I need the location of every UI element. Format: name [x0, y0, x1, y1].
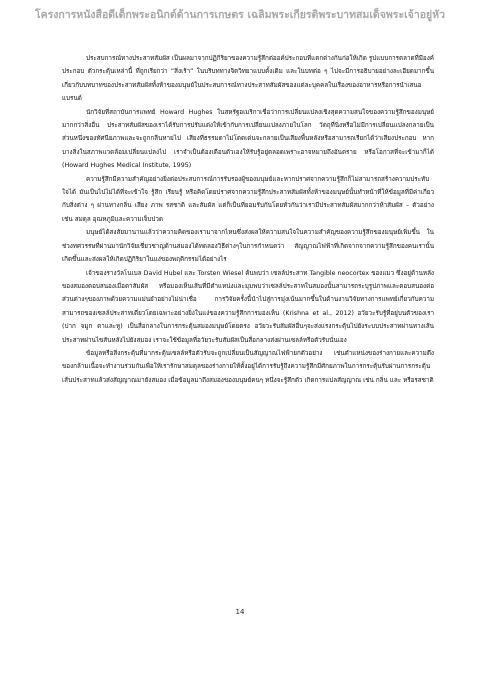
page-number: 14: [235, 608, 245, 616]
paragraph: นักวิจัยที่สถาบันการแพทย์ Howard Hughes ในสหรัฐอเมริกาเชื่อว่าการเปลี่ยนแปลงเชิงสุดความสนใจของความรู้สึกของมนุษย์มากกว่าสิ่งอื่น ประสาทสัมผัสของเราได้รับการปรับแต่งให้เข้ากับการเปลี่ยนแปลงภายในโลก วัตถุที่นิ่งหรือไม่มีการเปลี่ยนแปลงกลายเป็นส่วนหนึ่งของทัศนียภาพและจะถูกกลืนหายไป เสียงที่ธรรมดาไม่โดดเด่นจะกลายเป็นเสียงพื้นหลังหรือสามารถเรียกได้ว่าเสียงประกอบ หากบางสิ่งในสภาพแวดล้อมเปลี่ยนแปลงไป เราจำเป็นต้องเตือนตัวเองให้รับรู้อยู่ตลอดเพราะอาจหมายถึงอันตราย หรือโอกาสที่จะเข้ามาก็ได้ (Howard Hughes Medical Institute, 1995): [62, 108, 434, 170]
body-text: [62, 52, 434, 387]
paragraph: เจ้าของรางวัลโนเบล David Hubel และ Torsten Wiesel ค้นพบว่า เซลล์ประสาท Tangible neocortex ของแมว ซึ่งอยู่ด้านหลังของสมองตอบสนองเมื่อตาสัมผัส หรือมองเห็นเส้นที่มีตำแหน่งและมุมพบว่าเซลล์ประสาทในสมองนั้นสามารถระบุรูปภาพและตอบสนองต่อส่วนต่างๆของภาพด้วยความแม่นยำอย่างไม่น่าเชื่อ การวิจัยครั้งนี้นำไปสู่การมุ่งเน้นมากขึ้นในด้านงานวิจัยทางการแพทย์เกี่ยวกับความสามารถของเซลล์ประสาทเดี่ยวโดยเฉพาะอย่างยิ่งในแง่ของความรู้สึกการมองเห็น (Krishna et al., 2012) อวัยวะรับรู้ที่อยู่บนตัวของเรา (ปาก จมูก ตาและหู) เป็นสื่อกลางในการกระตุ้นสมองมนุษย์โดยตรง อวัยวะรับสัมผัสอื่นๆจะส่งแรงกระตุ้นไปยังระบบประสาทผ่านทางเส้นประสาทผ่านไขสันหลังไปยังสมอง เราจะใช้ข้อมูลที่อวัยวะรับสัมผัสเป็นสื่อกลางส่งผ่านเซลล์หรือตัวรับนั่นเอง: [62, 269, 434, 344]
running-header: โครงการหนังสือดีเด็กพระอนิกต์ด้านการเกษตร เฉลิมพระเกียรติพระบาทสมเด็จพระเจ้าอยู่หัว: [34, 9, 446, 21]
paragraph: มนุษย์ได้สงสัยมานานแล้วว่าความคิดของเรามาจากไหนซึ่งส่งผลให้ความสนใจในความสำคัญของความรู้สึกของมนุษย์เพิ่มขึ้น ในช่วงทศวรรษที่ผ่านมานักวิจัยเชี่ยวชาญด้านสมองได้ทดลองวิธีต่างๆในการกำหนดว่า สัญญาณไฟฟ้าที่เกิดจากจากความรู้สึกของคนเรานั้น เกิดขึ้นและส่งผลให้เกิดปฏิกิริยาในแง่ของพฤติกรรมได้อย่างไร: [62, 229, 434, 264]
paragraph: ความรู้สึกมีความสำคัญอย่างยิ่งต่อประสบการณ์การรับรองผู้ของมนุษย์และหากปราศจากความรู้สึกก็ไม่สามารถสร้างความประทับใจได้ มันเป็นไปไม่ได้ที่จะเข้าใจ รู้สึก เรียนรู้ หรือคิดโดยปราศจากความรู้สึกประสาทสัมผัสทั้งห้าของมนุษย์นั้นทำหน้าที่ให้ข้อมูลที่มีค่าเกี่ยวกับสิ่งต่าง ๆ ผ่านทางกลิ่น เสียง ภาพ รสชาติ และสัมผัส แต่ก็เป็นที่ยอมรับกันโดยทั่วกันว่าเรามีประสาทสัมผัสมากกว่าห้าสัมผัส – ตัวอย่าง เช่น สมดุล อุณหภูมิและความเจ็บปวด: [62, 175, 434, 223]
paragraph: ข้อมูลหรือสิ่งกระตุ้นที่มากระตุ้นเซลล์หรือตัวรับจะถูกเปลี่ยนเป็นสัญญาณไฟฟ้ายกตัวอย่าง เช่นตำแหน่งของร่างกายและความตึงของกล้ามเนื้อจะทำงานร่วมกันเพื่อให้เรารักษาสมดุลของร่างกายให้ตั้งอยู่ได้การรับรู้ถึงความรู้สึกมีศักยภาพในการกระตุ้นรับผ่านการกระตุ้นเส้นประสาทแล้วส่งสัญญาณมายังสมอง เมื่อข้อมูลมาถึงสมองของมนุษย์คนๆ หนึ่งจะรู้สึกตัว เกิดการแปลสัญญาณ เช่น กลิ่น และ หรือรสชาติ: [62, 349, 434, 384]
paragraph: ประสบการณ์ทางประสาทสัมผัส เป็นผลมาจากปฏิกิริยาของความรู้สึกต่ออค์ประกอบที่แตกต่างกันก่อให้เกิด รูปแบบการตลาดที่มีองค์ประกอบ ตัวกระตุ้นเหล่านี้ ที่ถูกเรียกว่า “สิ่งเร้า” ในบริบททางจิตวิทยาแบบดั้งเดิม และในบทต่อ ๆ ไปจะมีการอธิบายอย่างละเอียดมากขึ้นเกี่ยวกับบทบาทของประสาทสัมผัสทั้งห้าของมนุษย์ในประสบการณ์ทางประสาทสัมผัสของแต่ละบุคคลในเรื่องของอาหารหรือการนำเสนอแบรนด์: [62, 55, 434, 103]
